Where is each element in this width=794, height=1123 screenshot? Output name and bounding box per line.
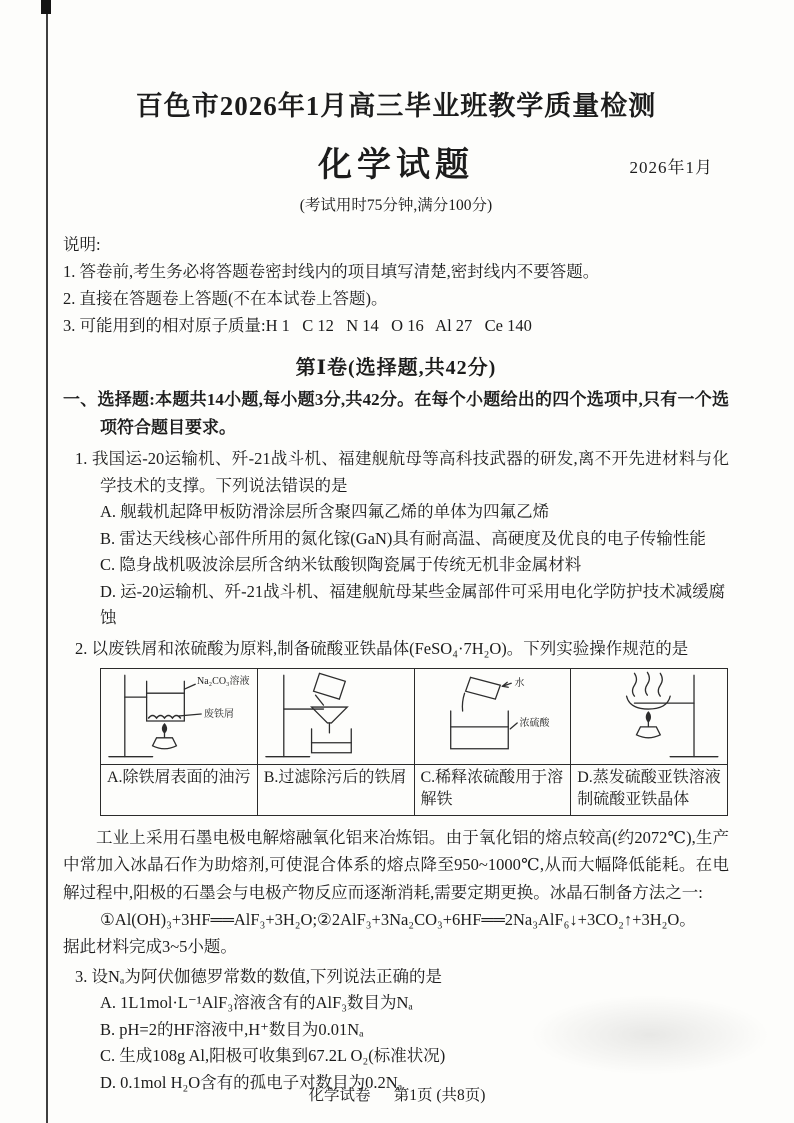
paper-title: 化学试题 — [318, 147, 474, 184]
question-3-option-d: D. 0.1mol H₂O含有的孤电子对数目为0.2Nₐ — [100, 1072, 403, 1092]
context-passage: 工业上采用石墨电极电解熔融氧化铝来冶炼铝。由于氧化铝的熔点较高(约2072℃),生产中常加入冰晶石作为助熔剂,可使混合体系的熔点降至950~1000℃,从而大幅降低能耗。在电解过程中,阳极的石墨会与电极产物反应而逐渐消耗,需要定期更换。冰晶石制备方法之一: — [63, 827, 729, 902]
question-1-option-d: D. 运-20运输机、歼-21战斗机、福建舰航母某些金属部件可采用电化学防护技术减缓腐蚀 — [100, 581, 726, 627]
apparatus-c-caption: C.稀释浓硫酸用于溶解铁 — [414, 764, 571, 815]
section-intro: 一、选择题:本题共14小题,每小题3分,共42分。在每个小题给出的四个选项中,只有一个选项符合题目要求。 — [63, 390, 729, 437]
exam-date: 2026年1月 — [629, 158, 713, 177]
note-item-2: 2. 直接在答题卷上答题(不在本试卷上答题)。 — [63, 289, 388, 308]
question-1-option-a: A. 舰载机起降甲板防滑涂层所含聚四氟乙烯的单体为四氟乙烯 — [100, 502, 550, 521]
question-3-option-a: A. 1L1mol·L⁻¹AlF₃溶液含有的AlF₃数目为Nₐ — [100, 993, 413, 1012]
evaporation-illustration — [571, 669, 727, 764]
notes-label: 说明: — [63, 235, 101, 254]
question-1-stem: 1. 我国运-20运输机、歼-21战斗机、福建舰航母等高科技武器的研发,离不开先进材料与化学技术的支撑。下列说法错误的是 — [75, 449, 729, 495]
question-1-option-c: C. 隐身战机吸波涂层所含纳米钛酸钡陶瓷属于传统无机非金属材料 — [100, 555, 582, 574]
note-item-1: 1. 答卷前,考生务必将答题卷密封线内的项目填写清楚,密封线内不要答题。 — [63, 262, 600, 281]
apparatus-a-caption: A.除铁屑表面的油污 — [101, 764, 258, 815]
apparatus-figure-row — [101, 668, 728, 764]
question-1-option-b: B. 雷达天线核心部件所用的氮化镓(GaN)具有耐高温、高硬度及优良的电子传输性能 — [100, 528, 706, 548]
scan-artifact-top — [41, 0, 51, 14]
label-water: 水 — [514, 677, 525, 689]
exam-duration-info: (考试用时75分钟,满分100分) — [299, 197, 493, 214]
question-2-stem: 2. 以废铁屑和浓硫酸为原料,制备硫酸亚铁晶体(FeSO₄·7H₂O)。下列实验操作规范的是 — [75, 638, 689, 658]
apparatus-caption-row — [101, 764, 728, 815]
filtration-sketch — [258, 669, 414, 764]
page-content — [63, 0, 729, 1096]
paper-title-row — [63, 137, 729, 183]
question-3-option-b: B. pH=2的HF溶液中,H⁺数目为0.01Nₐ — [100, 1019, 364, 1039]
dilution-illustration — [415, 669, 571, 764]
exam-title: 百色市2026年1月高三毕业班教学质量检测 — [135, 91, 657, 121]
dilution-sketch — [415, 669, 571, 764]
label-na2co3-solution: Na₂CO₃溶液 — [197, 675, 250, 687]
question-3-stem: 3. 设Nₐ为阿伏伽德罗常数的数值,下列说法正确的是 — [75, 967, 443, 986]
label-concentrated-sulfuric-acid: 浓硫酸 — [519, 717, 550, 729]
notes-section — [63, 231, 729, 339]
apparatus-table — [100, 668, 728, 816]
label-iron-filings: 废铁屑 — [204, 708, 234, 720]
section-title: 第Ⅰ卷(选择题,共42分) — [295, 357, 497, 379]
apparatus-b-caption: B.过滤除污后的铁屑 — [257, 764, 414, 815]
filtration-illustration — [258, 669, 414, 764]
scan-binding-line — [46, 0, 48, 1123]
cryolite-equations: ①Al(OH)₃+3HF══AlF₃+3H₂O;②2AlF₃+3Na₂CO₃+6HF══2Na₃AlF₆↓+3CO₂↑+3H₂O。 — [100, 910, 696, 929]
page-footer: 化学试卷 第1页 (共8页) — [308, 1087, 486, 1104]
oil-removal-illustration — [101, 669, 257, 764]
note-item-3: 3. 可能用到的相对原子质量:H 1 C 12 N 14 O 16 Al 27 Ce 140 — [63, 316, 532, 335]
apparatus-d-caption: D.蒸发硫酸亚铁溶液制硫酸亚铁晶体 — [571, 764, 728, 815]
passage-followup: 据此材料完成3~5小题。 — [63, 937, 237, 956]
evaporation-sketch — [571, 669, 727, 764]
question-3-option-c: C. 生成108g Al,阳极可收集到67.2L O₂(标准状况) — [100, 1046, 446, 1065]
